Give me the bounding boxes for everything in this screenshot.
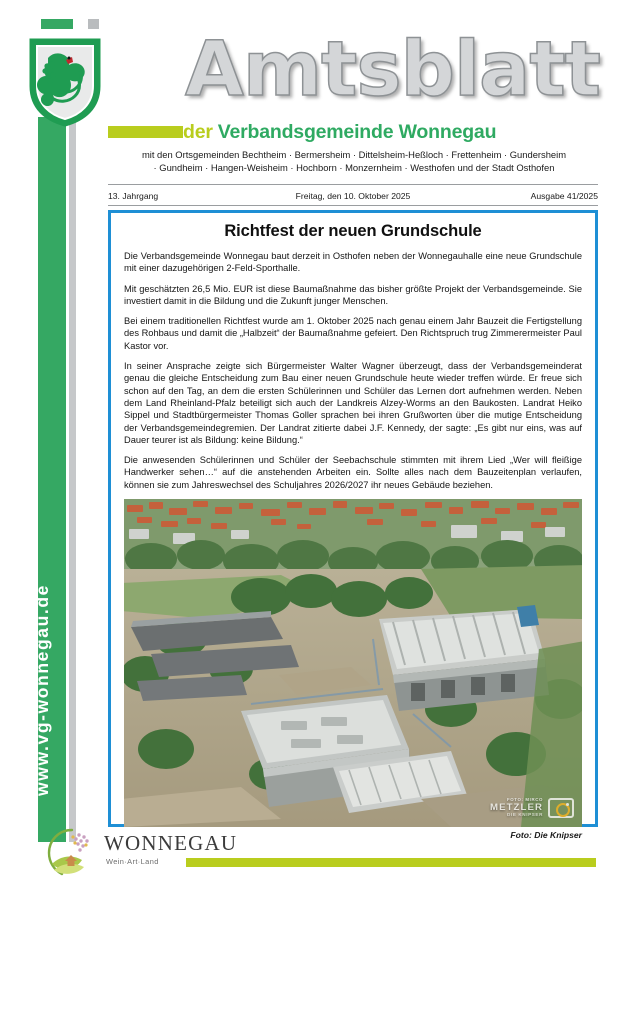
photo-watermark [490,798,574,818]
masthead [108,24,600,124]
article-container [108,210,598,841]
camera-icon [548,798,574,818]
issue-volume: 13. Jahrgang [108,190,159,201]
watermark-line-3: DIE KNIPSER [507,811,543,817]
watermark-line-2: METZLER [490,801,543,813]
photo-credit: Foto: Die Knipser [510,830,582,841]
issue-number: Ausgabe 41/2025 [530,190,598,201]
sidebar-gray-bar [69,117,76,842]
footer-logo [46,826,606,884]
masthead-subtitle-main: Verbandsgemeinde Wonnegau [217,120,497,143]
article-paragraph: In seiner Ansprache zeigte sich Bürgermeister Walter Wagner überzeugt, dass der Verbandsgemeinderat genau die gleiche Entscheidung zum Bau einer neuen Grundschule heute wieder treffen würde. Er freue sich schon auf den Tag, an dem die ersten Schülerinnen und Schüler das Lernen dort aufnehmen werden. Neben dem Land Rheinland-Pfalz beteiligt sich auch der Landkreis Alzey-Worms an den Baukosten. Landrat Heiko Sippel und Stadtbürgermeister Thomas Goller sprachen bei ihren Grußworten über die mutige Entscheidung der Verbandsgemeindegremien. Der Landrat zitierte dabei J.F. Kennedy, der sagte: „Es gibt nur eins, was auf Dauer teurer ist als Bildung: keine Bildung.“ [124,361,582,445]
article-body [111,250,595,491]
masthead-subtitle-lead: der [183,120,213,143]
wonnegau-region-logo-icon [46,826,98,878]
article-paragraph: Bei einem traditionellen Richtfest wurde am 1. Oktober 2025 nach genau einem Jahr Bauzeit die Fertigstellung des Rohbaus und damit die „Halbzeit“ der Baumaßnahme gefeiert. Den Richtspruch trug Zimmerermeister Paul Kastor vor. [124,316,582,351]
article-paragraph: Mit geschätzten 26,5 Mio. EUR ist diese Baumaßnahme das bisher größte Projekt der Verbandsgemeinde. Sie investiert damit in die Bildung und die Zukunft junger Menschen. [124,283,582,306]
lime-accent-bar [108,126,183,138]
decor-gray-block [88,19,99,29]
municipalities-line-1: mit den Ortsgemeinden Bechtheim · Bermersheim · Dittelsheim-Heßloch · Frettenheim · Gundersheim [141,149,567,160]
watermark-line-1: FOTO: MIRCO [506,797,543,803]
divider-bottom [108,205,598,206]
issue-info-bar [108,188,598,203]
article-photo [124,499,582,827]
article-paragraph: Die Verbandsgemeinde Wonnegau baut derzeit in Osthofen neben der Wonnegauhalle eine neue Grundschule mit einer dazugehörigen 2-Feld-Sporthalle. [124,251,582,274]
decor-green-block [41,19,73,29]
footer-lime-bar [186,858,596,867]
watermark-text [490,798,543,818]
sidebar-green-bar [38,117,66,842]
footer-logo-tagline: Wein·Art·Land [106,857,159,866]
divider-top [108,184,598,185]
issue-date: Freitag, den 10. Oktober 2025 [295,190,411,201]
coat-of-arms-icon [28,36,102,128]
member-municipalities [108,148,600,174]
masthead-title: Amtsblatt [185,24,600,113]
sidebar-website-url[interactable]: www.vg-wonnegau.de [32,584,52,796]
article-headline: Richtfest der neuen Grundschule [224,222,482,240]
article-paragraph: Die anwesenden Schülerinnen und Schüler der Seebachschule stimmten mit ihrem Lied „Wer will fleißige Handwerker sehen…“ auf die anstehenden Arbeiten ein. Sollte alles nach dem Bauzeitenplan verlaufen, können sie zum Jahreswechsel des Schuljahres 2026/2027 ihr neues Gebäude beziehen. [124,455,582,490]
masthead-subtitle [108,120,600,144]
municipalities-line-2: · Gundheim · Hangen-Weisheim · Hochborn · Monzernheim · Westhofen und der Stadt Osthofen [153,162,555,174]
footer-logo-name: WONNEGAU [104,831,238,855]
